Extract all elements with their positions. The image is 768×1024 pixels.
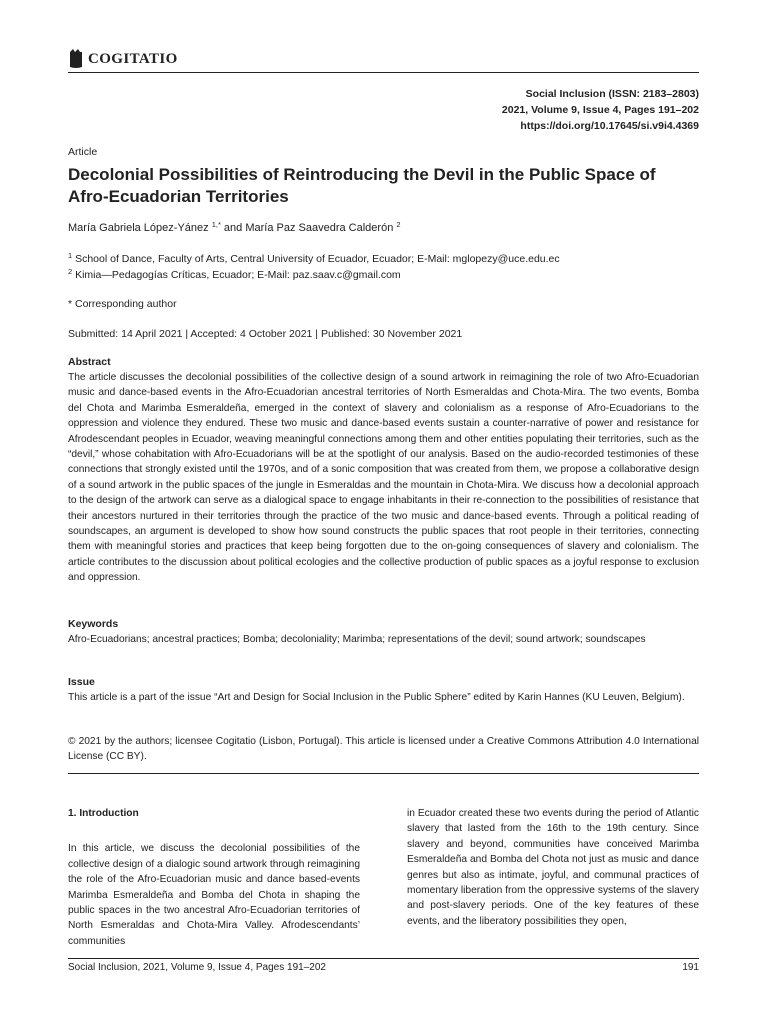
body-column-left [68, 806, 360, 949]
section-heading-introduction: 1. Introduction [68, 808, 139, 819]
affiliation-1: $^1$ School of Dance, Faculty of Arts, Central University of Ecuador, Ecuador; E-Mail: mglopezy@uce.edu.ec [68, 251, 560, 265]
author-conjunction: and María Paz Saavedra Calderón [220, 222, 397, 234]
doi-link[interactable]: https://doi.org/10.17645/si.v9i4.4369 [520, 120, 699, 132]
article-page [68, 0, 699, 1024]
abstract-heading: Abstract [68, 356, 111, 368]
cogitatio-logo-icon [68, 49, 84, 69]
affiliation-2: $^2$ Kimia—Pedagogías Críticas, Ecuador; E-Mail: paz.saav.c@gmail.com [68, 267, 401, 281]
publisher-logo[interactable] [68, 48, 178, 70]
intro-paragraph-right: in Ecuador created these two events during the period of Atlantic slavery that lasted from the 16th to the 19th century. Since slavery and beyond, communities have conceived Marimba Esmeraldeña and Bomba del Chota not just as music and dance genres but also as intimate, joyful, and communal practices of momentary liberation from the oppressive systems of the slavery and post-slavery periods. One of the key features of these events, and the liberatory possibilities they open, [407, 808, 699, 927]
author-line [68, 222, 401, 234]
keywords-heading: Keywords [68, 618, 119, 630]
body-column-right [407, 806, 699, 929]
journal-issn: Social Inclusion (ISSN: 2183–2803) [525, 88, 699, 100]
page-number: 191 [682, 962, 699, 973]
author-1: María Gabriela López-Yánez [68, 222, 212, 234]
publication-dates: Submitted: 14 April 2021 | Accepted: 4 October 2021 | Published: 30 November 2021 [68, 328, 463, 340]
abstract-text: The article discusses the decolonial possibilities of the collective design of a sound artwork in reimagining the role of two Afro-Ecuadorian music and dance-based events in the Afro-Ecuadorian ancestral territories of North Esmeraldas and Chota-Mira. The two events, Bomba del Chota and Marimba Esmeraldeña, emerged in the context of slavery and colonialism as a response of Afro-Ecuadorians to the oppression and violence they endured. These two music and dance-based events sustain a counter-narrative of power and resistance for Afrodescendant peoples in Ecuador, weaving meaningful connections among them and other entities populating their territories, such as the “devil,” whose cohabitation with Afro-Ecuadorians will be at the spotlight of our analysis. Based on the audio-recorded testimonies of these connections that strongly existed until the 1970s, and of a sonic composition that was created from them, we propose a collaborative design of a sound artwork in the public spaces of the jungle in Esmeraldas and the mountain in Chota-Mira. We discuss how a decolonial approach to the design of the artwork can serve as a dialogical space to engage inhabitants in their re-connection to the possibilities of resistance that their ancestors nurtured in their territories through the practice of the two music and dance-based events. Through a political reading of soundscapes, an argument is developed to show how sound constructs the public spaces that root people in their territories, connecting them with meaningful stories and practices that keep being forgotten due to the on-going consequences of slavery and colonialism. The article contributes to the discussion about political ecologies and the collective production of public spaces as a joyful response to exclusion and oppression. [68, 372, 699, 584]
article-type: Article [68, 146, 98, 158]
author-2-affil-mark: 2 [396, 220, 401, 229]
keywords-text: Afro-Ecuadorians; ancestral practices; Bomba; decoloniality; Marimba; representations of the devil; sound artwork; soundscapes [68, 634, 646, 645]
front-matter-rule [68, 773, 699, 774]
footer-rule [68, 958, 699, 959]
license-text: © 2021 by the authors; licensee Cogitatio (Lisbon, Portugal). This article is licensed under a Creative Commons Attribution 4.0 International License (CC BY). [68, 736, 699, 763]
issue-heading: Issue [68, 676, 95, 688]
author-1-affil-mark: 1,* [211, 220, 221, 229]
footer-citation: Social Inclusion, 2021, Volume 9, Issue 4, Pages 191–202 [68, 962, 326, 973]
article-title: Decolonial Possibilities of Reintroducing the Devil in the Public Space of Afro-Ecuadorian Territories [68, 165, 656, 206]
journal-volume: 2021, Volume 9, Issue 4, Pages 191–202 [501, 104, 699, 116]
issue-text: This article is a part of the issue “Art and Design for Social Inclusion in the Public Sphere” edited by Karin Hannes (KU Leuven, Belgium). [68, 692, 685, 703]
journal-info [502, 86, 699, 134]
corresponding-author: * Corresponding author [68, 298, 177, 310]
publisher-name: COGITATIO [88, 50, 178, 67]
intro-paragraph-left: In this article, we discuss the decolonial possibilities of the collective design of a dialogic sound artwork through reimagining the role of the Afro-Ecuadorian music and dance based-events Marimba Esmeraldeña and Bomba del Chota in shaping the public spaces in the two ancestral Afro-Ecuadorian territories of North Esmeraldas and Chota-Mira Valley. Afrodescendants’ communities [68, 843, 360, 947]
header-rule [68, 72, 699, 73]
